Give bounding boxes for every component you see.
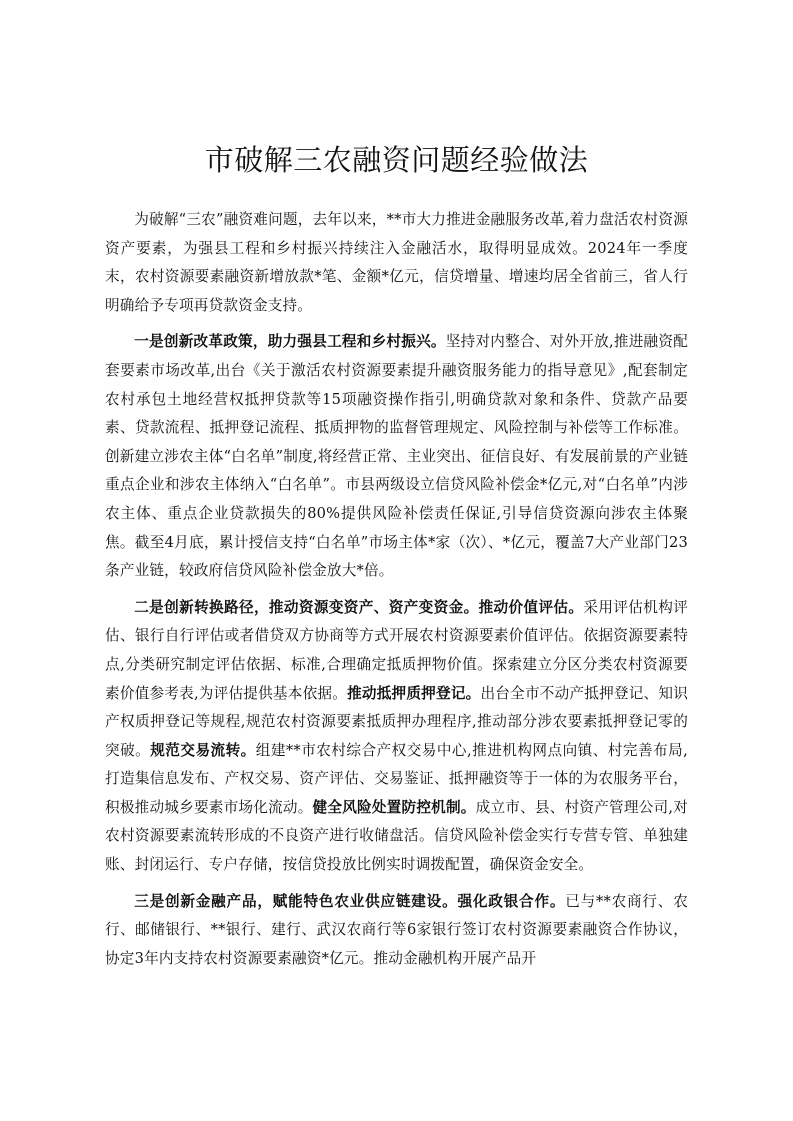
- paragraph-text: 出台全市不动产抵押登记、知识产权质押登记等规程,规范农村资源要素抵质押办理程序,推动部分涉农要素抵押登记零的突破。: [105, 684, 688, 759]
- paragraph-text: 组建**市农村综合产权交易中心,推进机构网点向镇、村完善布局,打造集信息发布、产权交易、资产评估、交易鉴证、抵押融资等于一体的为农服务平台，积极推动城乡要素市场化流动。: [105, 741, 689, 816]
- bold-heading-text: 推动价值评估。: [478, 598, 584, 616]
- paragraph: [105, 888, 688, 974]
- bold-heading-text: 规范交易流转。: [150, 741, 256, 759]
- paragraph: [105, 594, 688, 880]
- paragraph-text: 采用评估机构评估、银行自行评估或者借贷双方协商等方式开展农村资源要素价值评估。依据资源要素特点,分类研究制定评估依据、标准,合理确定抵质押物价值。探索建立分区分类农村资源要素价值参考表,为评估提供基本依据。: [105, 598, 689, 702]
- paragraph-text: 成立市、县、村资产管理公司,对农村资源要素流转形成的不良资产进行收储盘活。信贷风险补偿金实行专营专管、单独建账、封闭运行、专户存储，按信贷投放比例实时调拨配置，确保资金安全。: [105, 798, 689, 874]
- bold-heading-text: 二是创新转换路径，推动资源变资产、资产变资金。: [134, 598, 479, 616]
- document-body: [105, 206, 688, 981]
- document-title: 市破解三农融资问题经验做法: [204, 143, 589, 177]
- bold-heading-text: 三是创新金融产品，赋能特色农业供应链建设。: [134, 892, 458, 910]
- paragraph: [105, 206, 688, 320]
- paragraph: [105, 328, 688, 585]
- bold-heading-text: 推动抵押质押登记。: [347, 684, 481, 702]
- bold-heading-text: 一是创新改革政策，助力强县工程和乡村振兴。: [134, 333, 446, 351]
- paragraph-text: 坚持对内整合、对外开放,推进融资配套要素市场改革,出台《关于激活农村资源要素提升融资服务能力的指导意见》,配套制定农村承包土地经营权抵押贷款等15项融资操作指引,明确贷款对象和条件、贷款产品要素、贷款流程、抵押登记流程、抵质押物的监督管理规定、风险控制与补偿等工作标准。创新建立涉农主体“白名单”制度,将经营正常、主业突出、征信良好、有发展前景的产业链重点企业和涉农主体纳入“白名单”。市县两级设立信贷风险补偿金*亿元,对“白名单”内涉农主体、重点企业贷款损失的80%提供风险补偿责任保证,引导信贷资源向涉农主体聚焦。截至4月底，累计授信支持“白名单”市场主体*家（次）、*亿元，覆盖7大产业部门23条产业链，较政府信贷风险补偿金放大*倍。: [105, 333, 688, 580]
- paragraph-text: 为破解“三农”融资难问题，去年以来，**市大力推进金融服务改革,着力盘活农村资源资产要素，为强县工程和乡村振兴持续注入金融活水，取得明显成效。2024年一季度末，农村资源要素融资新增放款*笔、金额*亿元，信贷增量、增速均居全省前三，省人行明确给予专项再贷款资金支持。: [105, 211, 688, 314]
- paragraph-text: 已与**农商行、农行、邮储银行、**银行、建行、武汉农商行等6家银行签订农村资源要素融资合作协议，协定3年内支持农村资源要素融资*亿元。推动金融机构开展产品开: [105, 892, 688, 967]
- bold-heading-text: 强化政银合作。: [457, 892, 566, 910]
- bold-heading-text: 健全风险处置防控机制。: [312, 798, 476, 816]
